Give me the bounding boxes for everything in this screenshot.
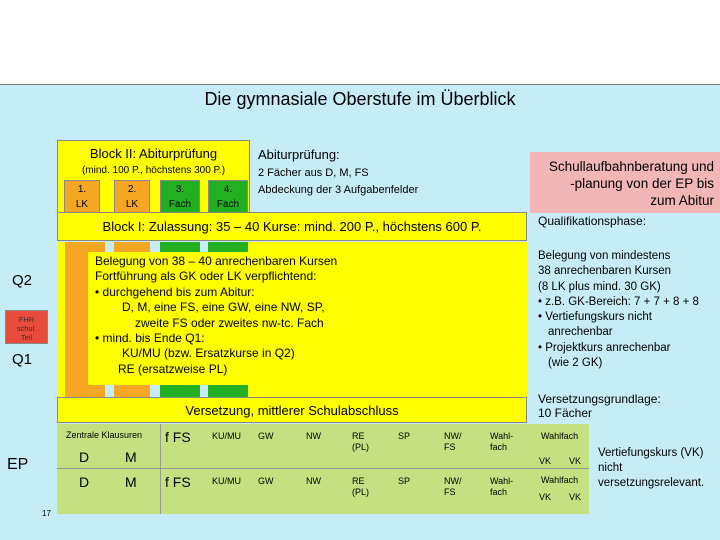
vk-note-line: nicht	[598, 462, 623, 474]
ep-cell: NW/ FS	[444, 476, 462, 497]
pill-label: Fach	[216, 199, 240, 210]
abitur-line: 2 Fächer aus D, M, FS	[258, 167, 369, 179]
beratung-line: Schullaufbahnberatung und	[548, 159, 714, 174]
fhr-line: schul.	[16, 324, 37, 333]
qualifikation-line: • Vertiefungskurs nicht	[538, 311, 652, 324]
belegung-text	[95, 254, 337, 377]
ep-cell: NW/ FS	[444, 431, 462, 452]
zentrale-klausuren-label: Zentrale Klausuren	[66, 430, 143, 440]
pill-label: LK	[125, 199, 139, 210]
versetzungsgrundlage-line: 10 Fächer	[538, 406, 593, 420]
fhr-line: FHR	[18, 315, 35, 324]
page-number: 17	[42, 509, 51, 518]
block2-subtitle: (mind. 100 P., höchstens 300 P.)	[81, 165, 226, 176]
phase-q2: Q2	[12, 272, 33, 289]
fhr-line: Teil	[20, 333, 33, 342]
vk-label: VK	[539, 492, 552, 502]
ep-cell: Wahl- fach	[490, 476, 514, 497]
belegung-line: • mind. bis Ende Q1:	[95, 331, 205, 346]
ep-cell: KU/MU	[212, 431, 241, 441]
phase-q1: Q1	[12, 351, 33, 368]
qualifikation-line: Belegung von mindestens	[538, 250, 671, 262]
versetzung-bar: Versetzung, mittlerer Schulabschluss	[57, 397, 527, 423]
ep-cell: f FS	[165, 474, 191, 490]
ep-cell: NW	[306, 476, 321, 486]
pill-number: 3.	[175, 184, 185, 195]
beratung-line: zum Abitur	[650, 193, 714, 208]
frame-border-top	[0, 84, 720, 85]
versetzungsgrundlage-line: Versetzungsgrundlage:	[538, 392, 661, 406]
abitur-text	[258, 165, 418, 199]
pill-label: Fach	[168, 199, 192, 210]
pill-number: 4.	[223, 184, 233, 195]
qualifikation-text	[538, 249, 699, 371]
qualifikation-line: • z.B. GK-Bereich: 7 + 7 + 8 + 8	[538, 295, 699, 308]
ep-cell: SP	[398, 431, 411, 441]
qualifikation-line: (wie 2 GK)	[548, 357, 603, 370]
ep-cell: M	[125, 474, 137, 490]
beratung-box	[530, 152, 720, 213]
vk-note-line: Vertiefungskurs (VK)	[598, 447, 704, 459]
ep-cell: M	[125, 449, 137, 465]
vk-label: VK	[569, 492, 582, 502]
qualifikation-title: Qualifikationsphase:	[538, 214, 647, 228]
ep-row-divider	[57, 468, 589, 469]
belegung-line: Belegung von 38 – 40 anrechenbaren Kursen	[95, 254, 338, 268]
fhr-badge	[5, 310, 48, 344]
ep-cell: NW	[306, 431, 321, 441]
abitur-title: Abiturprüfung:	[258, 147, 340, 162]
belegung-line: D, M, eine FS, eine GW, eine NW, SP,	[122, 300, 325, 315]
ep-cell: RE (PL)	[352, 476, 370, 497]
pill-number: 2.	[127, 184, 137, 195]
belegung-line: KU/MU (bzw. Ersatzkurse in Q2)	[122, 346, 295, 361]
vk-note-line: versetzungsrelevant.	[598, 477, 705, 489]
ep-cell: D	[79, 474, 90, 490]
block2-title: Block II: Abiturprüfung	[89, 146, 218, 161]
ep-cell: f FS	[165, 429, 191, 445]
belegung-line: zweite FS oder zweites nw-tc. Fach	[135, 315, 324, 330]
wahlfach-label: Wahlfach	[541, 431, 579, 441]
ep-col-divider	[160, 424, 161, 514]
qualifikation-line: (8 LK plus mind. 30 GK)	[538, 280, 661, 293]
qualifikation-line: anrechenbar	[548, 326, 613, 339]
vk-label: VK	[569, 456, 582, 466]
beratung-line: -planung von der EP bis	[570, 176, 714, 191]
ep-cell: GW	[258, 476, 274, 486]
pill-3-fach	[160, 180, 200, 213]
phase-ep: EP	[7, 456, 29, 473]
ep-cell: Wahl- fach	[490, 431, 514, 452]
qualifikation-line: • Projektkurs anrechenbar	[538, 341, 671, 354]
belegung-line: RE (ersatzweise PL)	[118, 361, 228, 376]
versetzungsgrundlage	[538, 392, 661, 420]
pill-2-lk	[114, 180, 150, 213]
pill-4-fach	[208, 180, 248, 213]
belegung-line: • durchgehend bis zum Abitur:	[95, 284, 255, 299]
wahlfach-label: Wahlfach	[541, 475, 579, 485]
ep-cell: RE (PL)	[352, 431, 370, 452]
ep-cell: D	[79, 449, 90, 465]
vk-note	[598, 446, 704, 491]
ep-cell: KU/MU	[212, 476, 241, 486]
pill-label: LK	[75, 199, 89, 210]
abitur-line: Abdeckung der 3 Aufgabenfelder	[258, 184, 419, 196]
ep-cell: GW	[258, 431, 274, 441]
block1-bar: Block I: Zulassung: 35 – 40 Kurse: mind. 200 P., höchstens 600 P.	[57, 212, 527, 241]
pill-1-lk	[64, 180, 100, 213]
ep-cell: SP	[398, 476, 411, 486]
belegung-line: Fortführung als GK oder LK verpflichtend:	[95, 269, 317, 284]
qualifikation-line: 38 anrechenbaren Kursen	[538, 265, 671, 278]
vk-label: VK	[539, 456, 552, 466]
pill-number: 1.	[77, 184, 87, 195]
page-title: Die gymnasiale Oberstufe im Überblick	[204, 89, 516, 109]
